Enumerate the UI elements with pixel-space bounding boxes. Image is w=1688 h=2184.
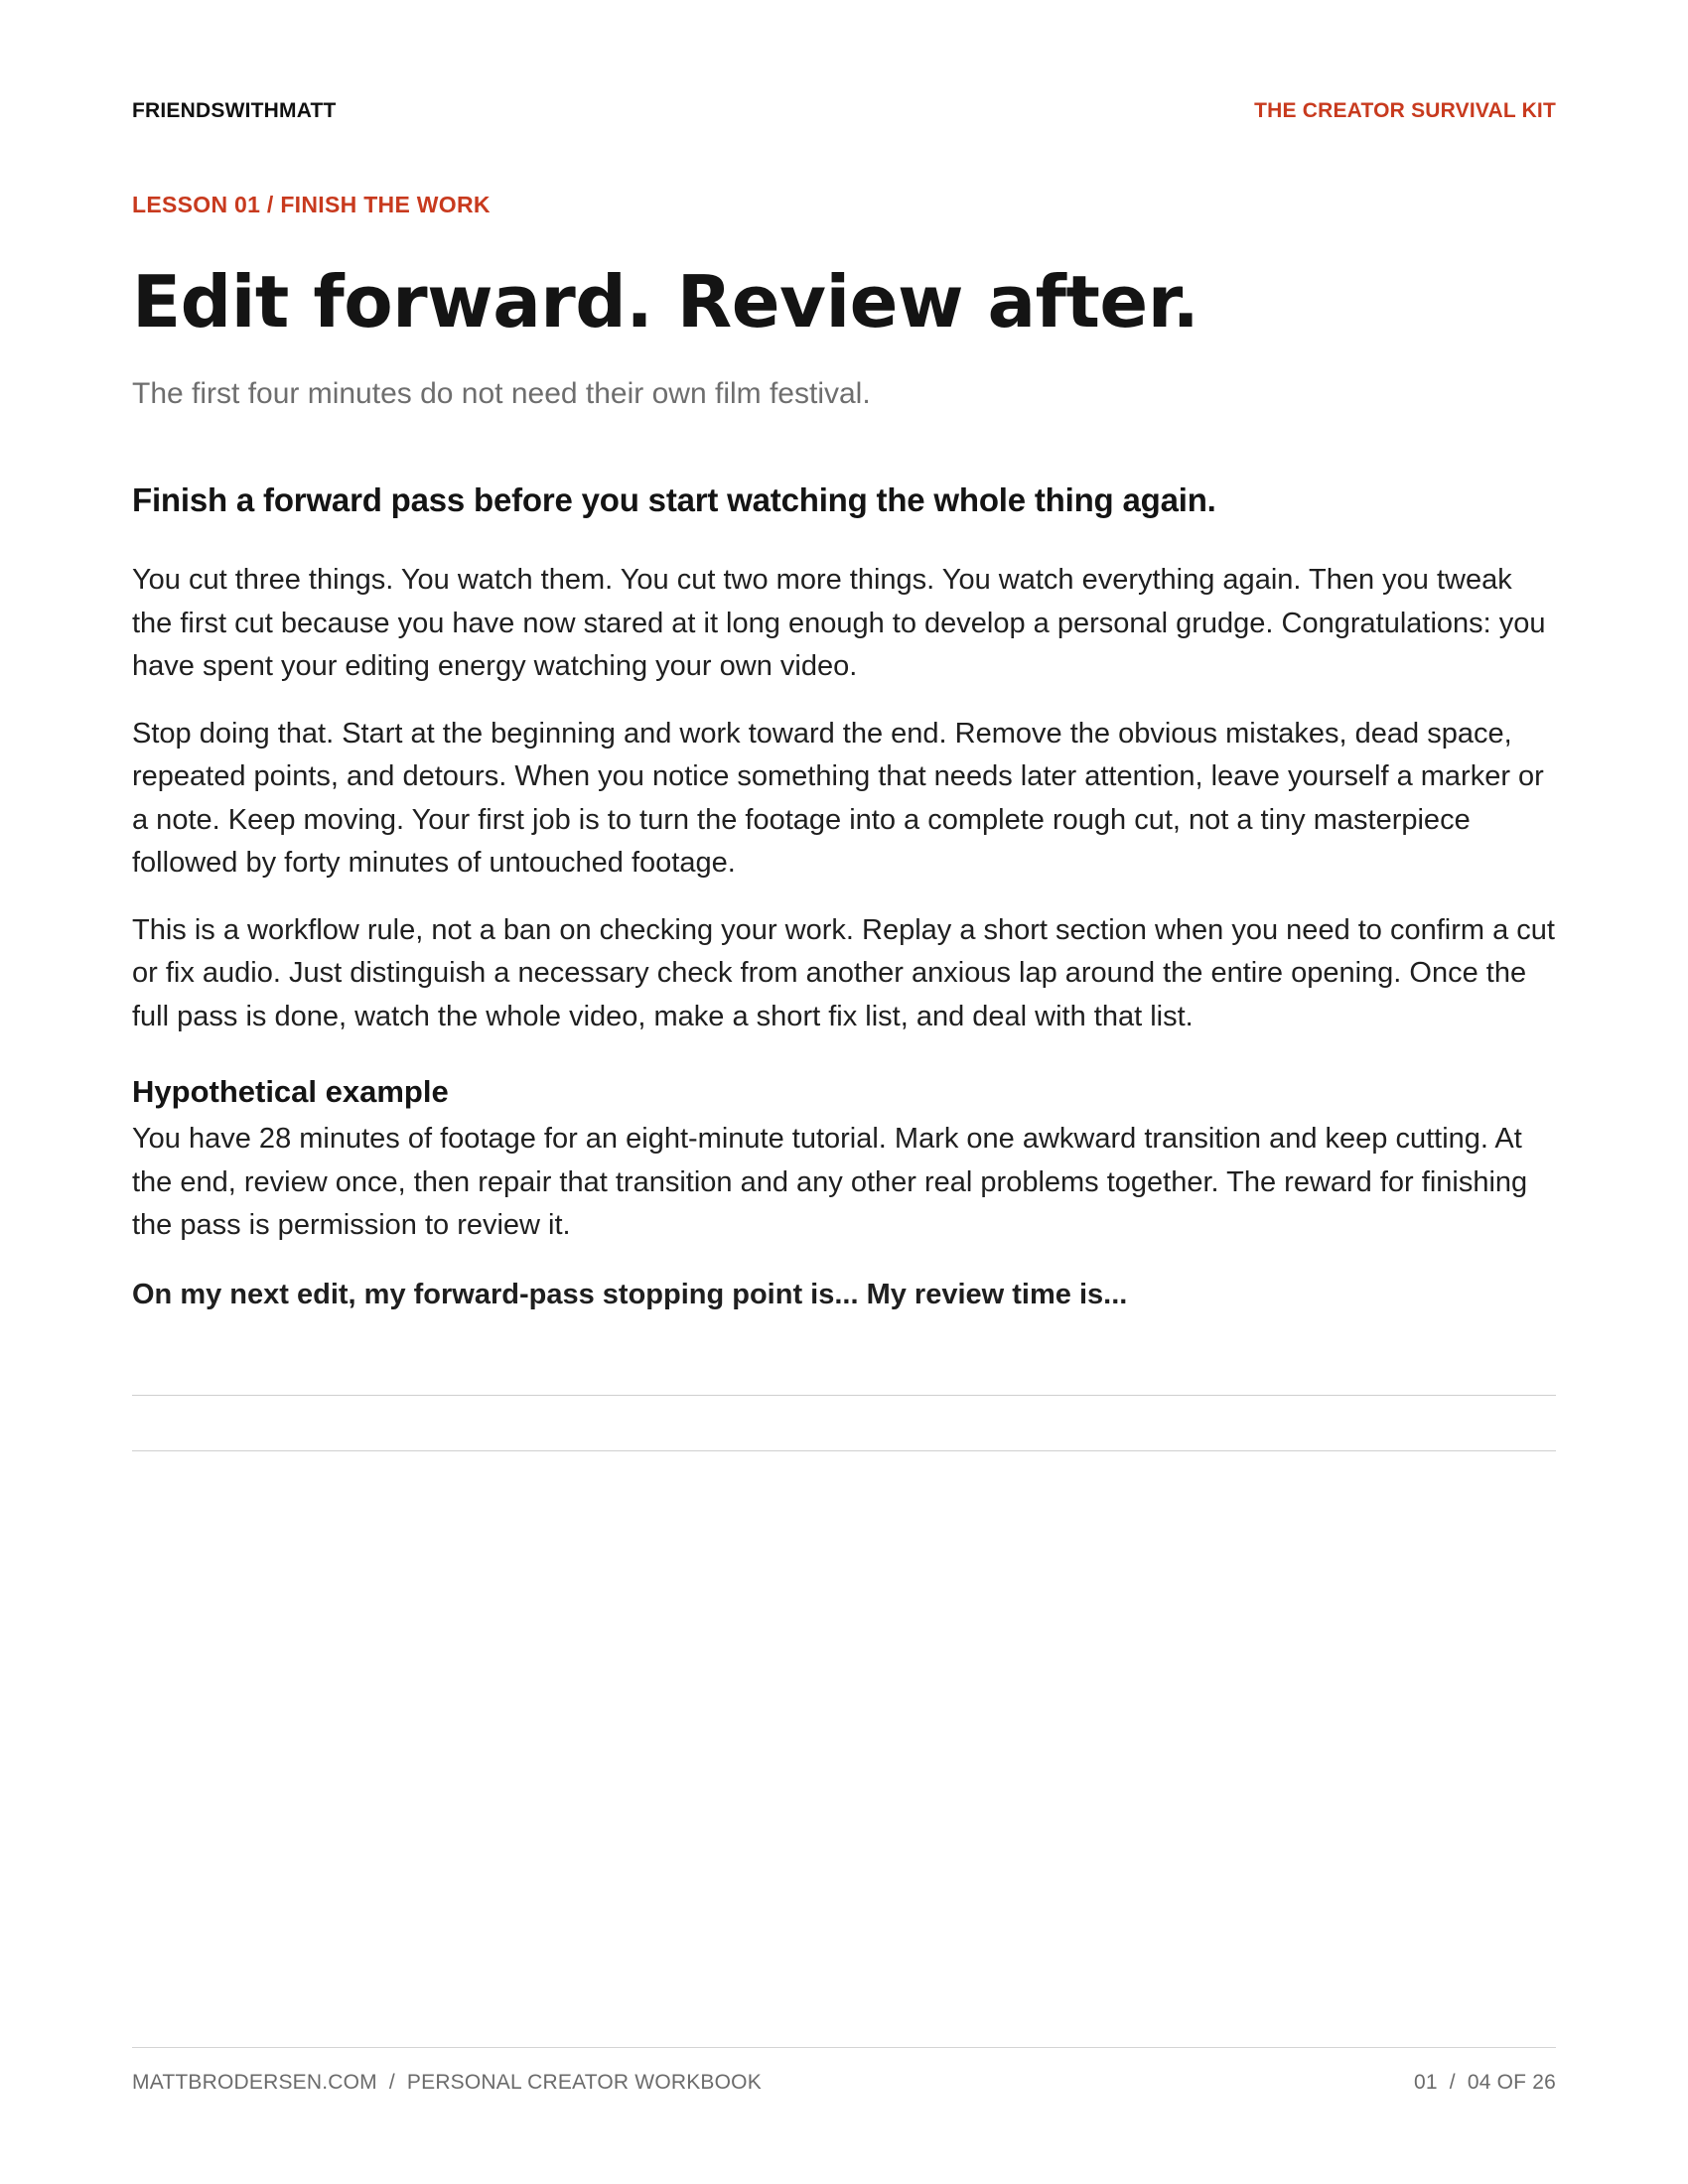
example-paragraph: You have 28 minutes of footage for an eight-minute tutorial. Mark one awkward transition and keep cutting. At the end, review once, then repair that transition and any other real problems together. The reward for finishing the pass is permission to review it. bbox=[132, 1123, 1528, 1241]
page-title: Edit forward. Review after. bbox=[132, 260, 1199, 343]
example-heading: Hypothetical example bbox=[132, 1074, 449, 1109]
footer-left bbox=[132, 2071, 762, 2095]
body-paragraph-1: You cut three things. You watch them. You cut two more things. You watch everything again. Then you tweak the first cut because you have now stared at it long enough to develop a personal grudge. Congratulations: you have spent your editing energy watching your own video. bbox=[132, 564, 1546, 682]
lesson-eyebrow: LESSON 01 / FINISH THE WORK bbox=[132, 192, 491, 217]
brand-name: FRIENDSWITHMATT bbox=[132, 99, 337, 122]
running-header bbox=[132, 96, 1556, 126]
footer-separator: / bbox=[388, 2071, 395, 2094]
answer-line-2[interactable] bbox=[132, 1450, 1556, 1451]
body-paragraph-2: Stop doing that. Start at the beginning and work toward the end. Remove the obvious mistakes, dead space, repeated points, and detours. When you notice something that needs later attention, leave yourself a marker or a note. Keep moving. Your first job is to turn the footage into a complete rough cut, not a tiny masterpiece followed by forty minutes of untouched footage. bbox=[132, 717, 1544, 879]
section-heading: Finish a forward pass before you start watching the whole thing again. bbox=[132, 481, 1216, 518]
page-subtitle: The first four minutes do not need their own film festival. bbox=[132, 377, 871, 410]
answer-line-1[interactable] bbox=[132, 1395, 1556, 1396]
footer-workbook: PERSONAL CREATOR WORKBOOK bbox=[406, 2071, 762, 2094]
body-paragraph-3: This is a workflow rule, not a ban on checking your work. Replay a short section when you need to confirm a cut or fix audio. Just distinguish a necessary check from another anxious lap around the entire opening. Once the full pass is done, watch the whole video, make a short fix list, and deal with that list. bbox=[132, 913, 1555, 1032]
footer-lesson-number: 01 bbox=[1414, 2071, 1438, 2094]
footer-divider bbox=[132, 2047, 1556, 2048]
page-footer bbox=[132, 2071, 1556, 2095]
reflection-prompt: On my next edit, my forward-pass stopping point is... My review time is... bbox=[132, 1278, 1128, 1310]
footer-right bbox=[1414, 2071, 1556, 2095]
kit-title: THE CREATOR SURVIVAL KIT bbox=[1254, 99, 1556, 122]
footer-site: MATTBRODERSEN.COM bbox=[132, 2071, 377, 2094]
footer-separator-right: / bbox=[1449, 2071, 1456, 2094]
workbook-page bbox=[132, 0, 1556, 2184]
page-number: 04 OF 26 bbox=[1467, 2071, 1556, 2094]
lesson-body bbox=[132, 559, 1556, 1340]
